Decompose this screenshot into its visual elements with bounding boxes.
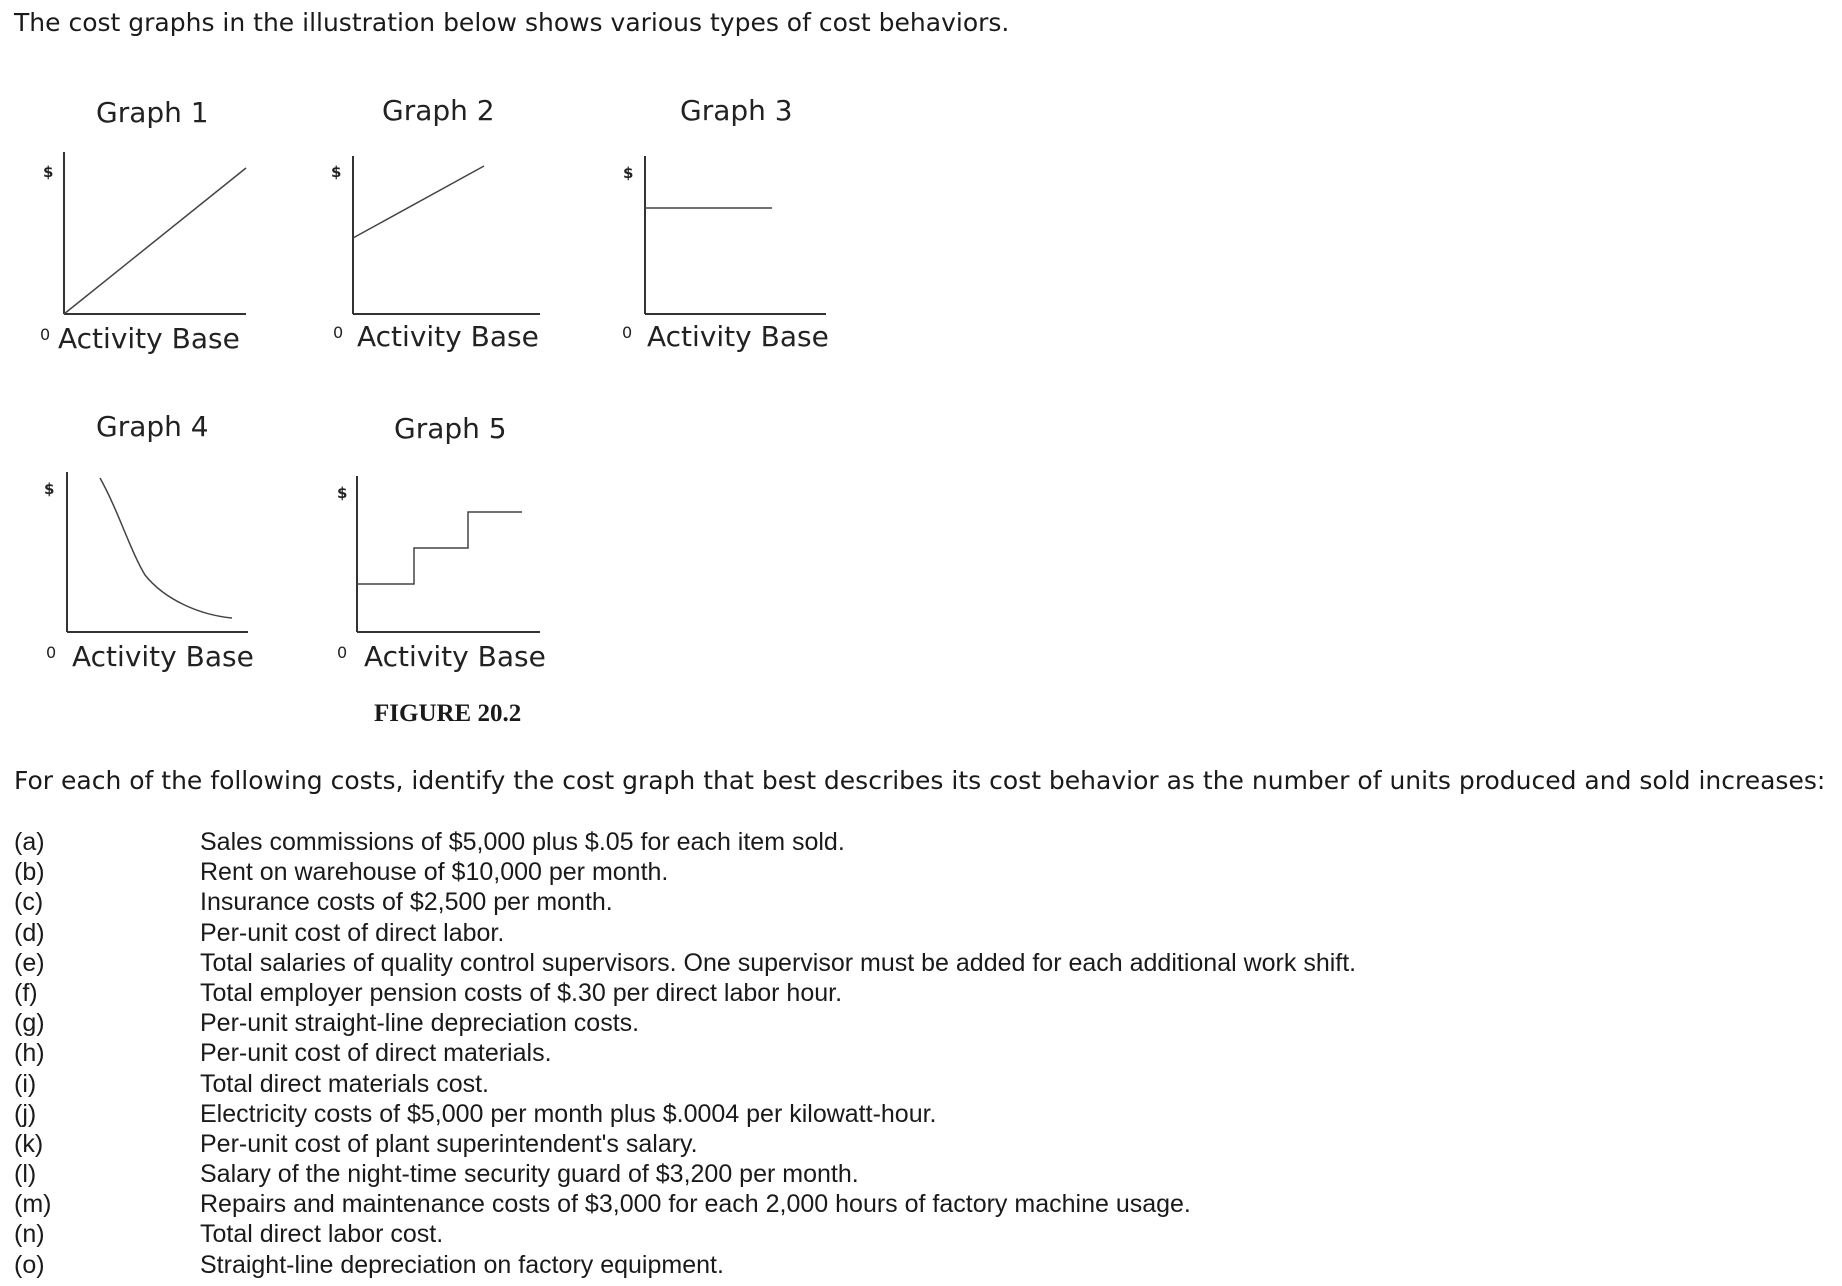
item-letter: (n) <box>14 1220 45 1249</box>
figure-caption: FIGURE 20.2 <box>374 700 522 727</box>
item-text: Straight-line depreciation on factory equipment. <box>200 1250 724 1279</box>
graph-2-title: Graph 2 <box>382 94 495 127</box>
item-letter: (g) <box>14 1009 45 1038</box>
item-letter: (a) <box>14 828 45 856</box>
intro-text: The cost graphs in the illustration below shows various types of cost behaviors. <box>14 8 1010 37</box>
graph-5-xlabel: Activity Base <box>364 640 546 673</box>
graph-5-title: Graph 5 <box>394 412 507 445</box>
graph-5 <box>337 412 546 673</box>
item-letter: (e) <box>14 948 45 977</box>
item-letter: (l) <box>14 1160 37 1189</box>
item-letter: (d) <box>14 918 45 947</box>
graph-2-origin: 0 <box>333 323 344 342</box>
item-letter: (m) <box>14 1190 52 1219</box>
cost-graphs-svg <box>0 80 900 700</box>
item-text: Per-unit straight-line depreciation costs. <box>200 1009 640 1038</box>
item-letter: (i) <box>14 1069 37 1098</box>
item-text: Repairs and maintenance costs of $3,000 for each 2,000 hours of factory machine usage. <box>200 1190 1191 1219</box>
graph-2-xlabel: Activity Base <box>357 320 539 353</box>
item-text: Insurance costs of $2,500 per month. <box>200 888 613 917</box>
item-text: Salary of the night-time security guard of $3,200 per month. <box>200 1160 859 1189</box>
item-text: Per-unit cost of direct materials. <box>200 1039 552 1068</box>
graph-3-title: Graph 3 <box>680 94 793 127</box>
item-letter: (c) <box>14 888 44 917</box>
item-letter: (h) <box>14 1039 45 1068</box>
cost-graphs-figure <box>0 80 900 740</box>
graph-3 <box>622 94 829 353</box>
graph-1-xlabel: Activity Base <box>58 322 240 355</box>
graph-5-origin: 0 <box>337 643 348 662</box>
graph-1-origin: 0 <box>40 325 51 344</box>
item-text: Per-unit cost of plant superintendent's salary. <box>200 1129 698 1158</box>
item-letter: (b) <box>14 858 45 887</box>
item-letter: (k) <box>14 1129 44 1158</box>
graph-2-y-symbol: $ <box>331 163 342 181</box>
graph-4-title: Graph 4 <box>96 410 209 443</box>
graph-1-title: Graph 1 <box>96 96 209 129</box>
graph-4-y-symbol: $ <box>44 480 55 498</box>
item-letter: (o) <box>14 1250 45 1279</box>
graph-1-y-symbol: $ <box>43 163 54 181</box>
graph-4-cost-curve <box>100 478 232 618</box>
item-text: Sales commissions of $5,000 plus $.05 for each item sold. <box>200 828 845 856</box>
item-text: Rent on warehouse of $10,000 per month. <box>200 858 669 887</box>
graph-2 <box>331 94 540 353</box>
graph-5-y-symbol: $ <box>337 484 348 502</box>
item-text: Total direct materials cost. <box>200 1069 489 1098</box>
graph-5-step-line <box>357 512 522 584</box>
item-text: Total salaries of quality control supervisors. One supervisor must be added for each additional work shift. <box>200 948 1357 977</box>
item-letter: (j) <box>14 1099 37 1128</box>
item-letter: (f) <box>14 978 38 1007</box>
question-text: For each of the following costs, identify the cost graph that best describes its cost behavior as the number of units produced and sold increases: <box>14 766 1826 795</box>
graph-4-origin: 0 <box>46 643 57 662</box>
graph-3-origin: 0 <box>622 323 633 342</box>
graph-1-cost-line <box>64 168 246 314</box>
graph-1 <box>40 96 246 355</box>
item-text: Total direct labor cost. <box>200 1220 444 1249</box>
graph-4-xlabel: Activity Base <box>72 640 254 673</box>
graph-3-y-symbol: $ <box>623 164 634 182</box>
graph-2-cost-line <box>353 166 484 238</box>
graph-4 <box>44 410 254 673</box>
item-text: Per-unit cost of direct labor. <box>200 918 505 947</box>
item-text: Total employer pension costs of $.30 per direct labor hour. <box>200 978 843 1007</box>
graph-3-xlabel: Activity Base <box>647 320 829 353</box>
item-text: Electricity costs of $5,000 per month plus $.0004 per kilowatt-hour. <box>200 1099 937 1128</box>
